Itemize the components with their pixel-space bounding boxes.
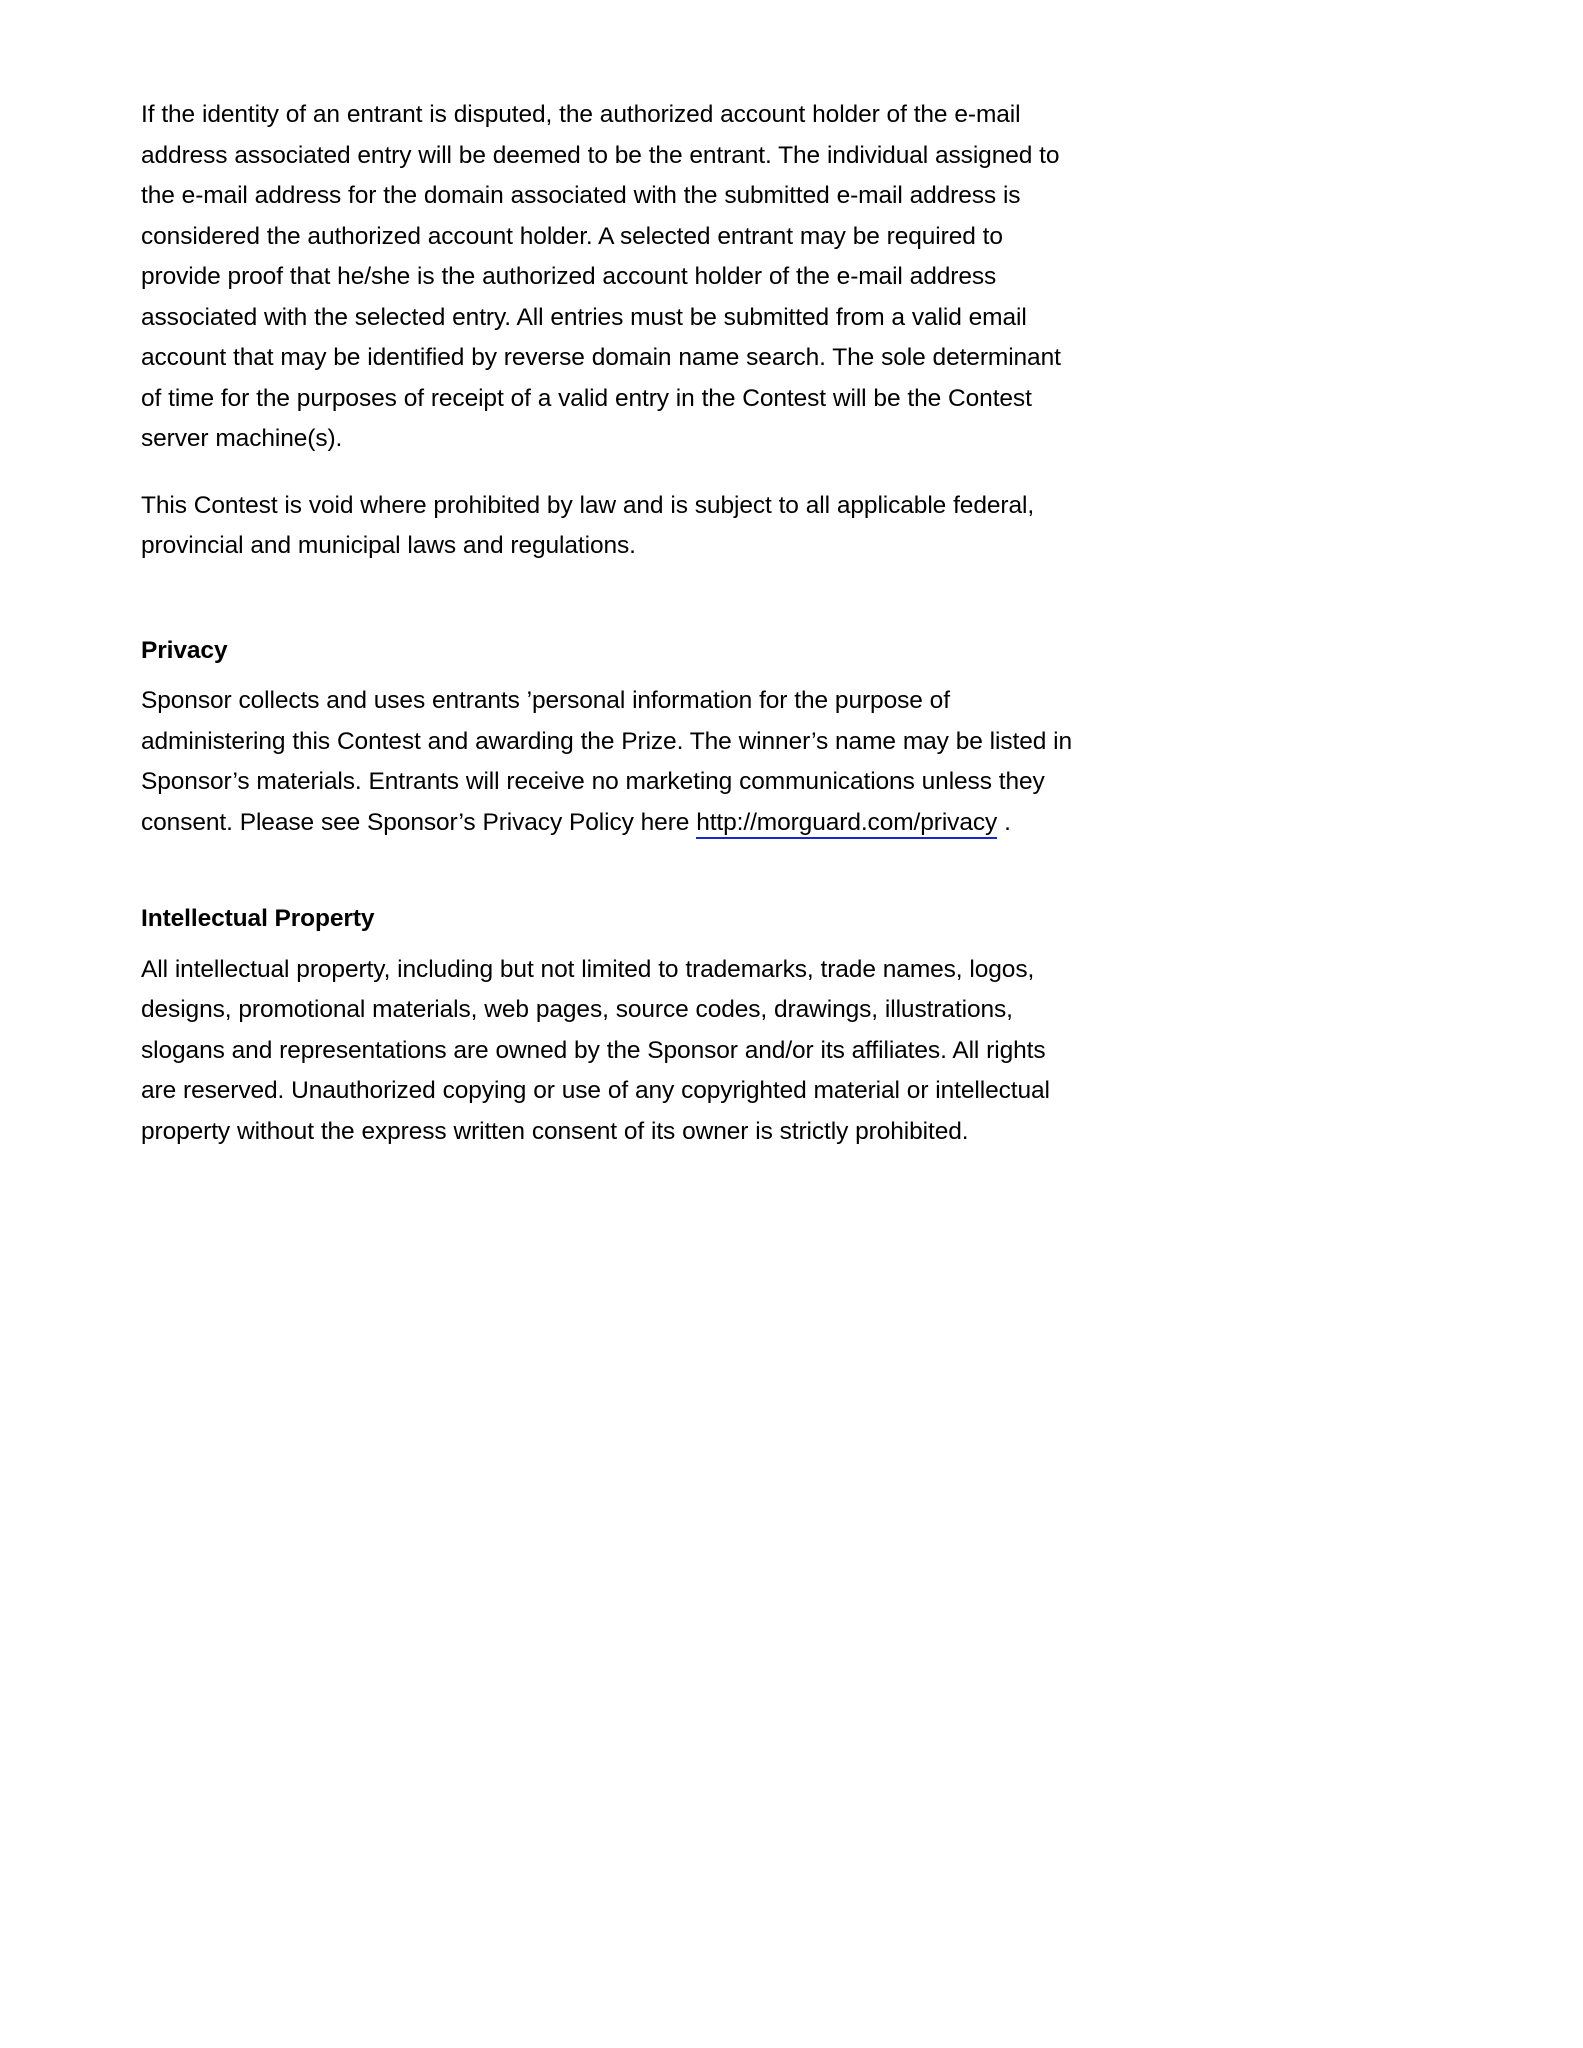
privacy-policy-link-wrap — [696, 809, 997, 839]
section-spacer-intellectual-property — [141, 869, 1077, 899]
paragraph-identity-dispute: If the identity of an entrant is disputed, the authorized account holder of the e-mail address associated entry will be deemed to be the entrant. The individual assigned to the e-mail address for the domain associated with the submitted e-mail address is considered the authorized account holder. A selected entrant may be required to provide proof that he/she is the authorized account holder of the e-mail address associated with the selected entry. All entries must be submitted from a valid email account that may be identified by reverse domain name search. The sole determinant of time for the purposes of receipt of a valid entry in the Contest will be the Contest server machine(s). — [141, 101, 1061, 452]
privacy-text-after-link: . — [997, 808, 1011, 836]
paragraph-privacy — [141, 681, 1077, 843]
heading-intellectual-property: Intellectual Property — [141, 905, 375, 932]
heading-privacy: Privacy — [141, 636, 228, 664]
privacy-policy-link[interactable]: http://morguard.com/privacy — [696, 809, 997, 839]
section-spacer-privacy — [141, 593, 1077, 631]
paragraph-void-where-prohibited: This Contest is void where prohibited by law and is subject to all applicable federal, provincial and municipal laws and regulations. — [141, 491, 1035, 559]
paragraph-intellectual-property: All intellectual property, including but not limited to trademarks, trade names, logos, designs, promotional materials, web pages, source codes, drawings, illustrations, slogans and representations are owned by the Sponsor and/or its affiliates. All rights are reserved. Unauthorized copying or use of any copyrighted material or intellectual property without the express written consent of its owner is strictly prohibited. — [141, 955, 1050, 1145]
privacy-text-before-link: Sponsor collects and uses entrants ’personal information for the purpose of administering this Contest and awarding the Prize. The winner’s name may be listed in Sponsor’s materials. Entrants will receive no marketing communications unless they consent. Please see Sponsor’s Privacy Policy here — [141, 687, 1073, 836]
document-body — [141, 95, 1077, 1178]
